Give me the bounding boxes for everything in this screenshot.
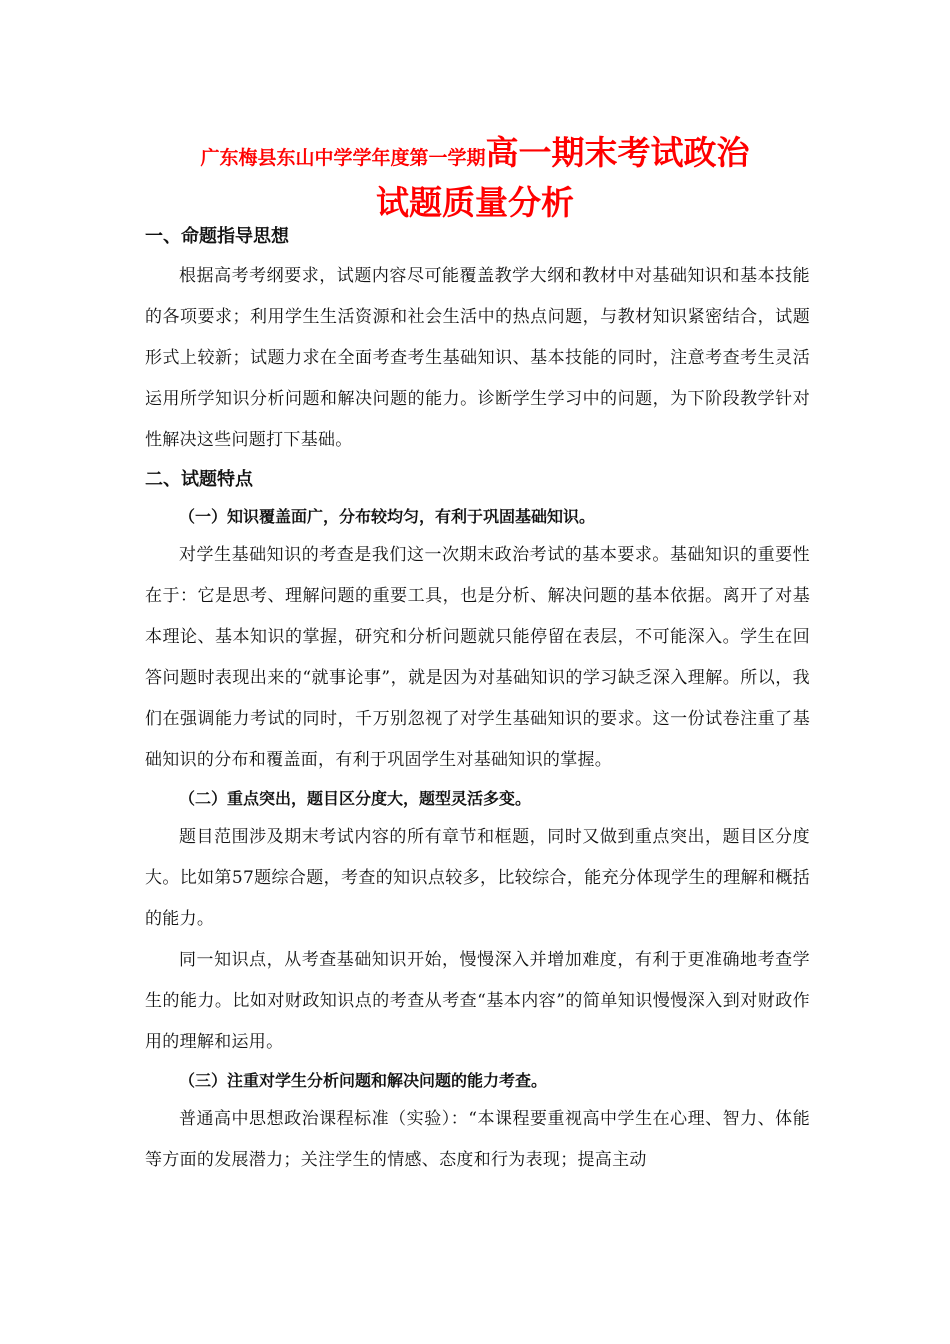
subsection-heading-3: （三）注重对学生分析问题和解决问题的能力考查。 — [179, 1071, 548, 1090]
document-title — [140, 128, 810, 228]
paragraph: 对学生基础知识的考查是我们这一次期末政治考试的基本要求。基础知识的重要性在于：它是思考、理解问题的重要工具，也是分析、解决问题的基本依据。离开了对基本理论、基本知识的掌握，研究和分析问题就只能停留在表层，不可能深入。学生在回答问题时表现出来的“就事论事”，就是因为对基础知识的学习缺乏深入理解。所以，我们在强调能力考试的同时，千万别忽视了对学生基础知识的要求。这一份试卷注重了基础知识的分布和覆盖面，有利于巩固学生对基础知识的掌握。 — [145, 545, 810, 770]
section-heading-features: 二、试题特点 — [145, 469, 253, 490]
title-prefix: 广东梅县东山中学学年度第一学期 — [200, 147, 486, 169]
title-line-2: 试题质量分析 — [376, 183, 574, 222]
document-body — [145, 220, 810, 1181]
paragraph: 同一知识点，从考查基础知识开始，慢慢深入并增加难度，有利于更准确地考查学生的能力。比如对财政知识点的考查从考查“基本内容”的简单知识慢慢深入到对财政作用的理解和运用。 — [145, 950, 810, 1052]
title-main: 高一期末考试政治 — [485, 133, 750, 172]
section-heading-guiding-idea: 一、命题指导思想 — [145, 226, 289, 247]
title-line-1 — [140, 128, 810, 178]
subsection-heading-2: （二）重点突出，题目区分度大，题型灵活多变。 — [179, 789, 532, 808]
paragraph: 根据高考考纲要求，试题内容尽可能覆盖教学大纲和教材中对基础知识和基本技能的各项要求；利用学生生活资源和社会生活中的热点问题，与教材知识紧密结合，试题形式上较新；试题力求在全面考查考生基础知识、基本技能的同时，注意考查考生灵活运用所学知识分析问题和解决问题的能力。诊断学生学习中的问题，为下阶段教学针对性解决这些问题打下基础。 — [145, 266, 810, 450]
paragraph: 普通高中思想政治课程标准（实验）：“本课程要重视高中学生在心理、智力、体能等方面的发展潜力；关注学生的情感、态度和行为表现；提高主动 — [145, 1109, 810, 1170]
paragraph: 题目范围涉及期末考试内容的所有章节和框题，同时又做到重点突出，题目区分度大。比如第57题综合题，考查的知识点较多，比较综合，能充分体现学生的理解和概括的能力。 — [145, 827, 810, 929]
subsection-heading-1: （一）知识覆盖面广，分布较均匀，有利于巩固基础知识。 — [179, 507, 596, 526]
